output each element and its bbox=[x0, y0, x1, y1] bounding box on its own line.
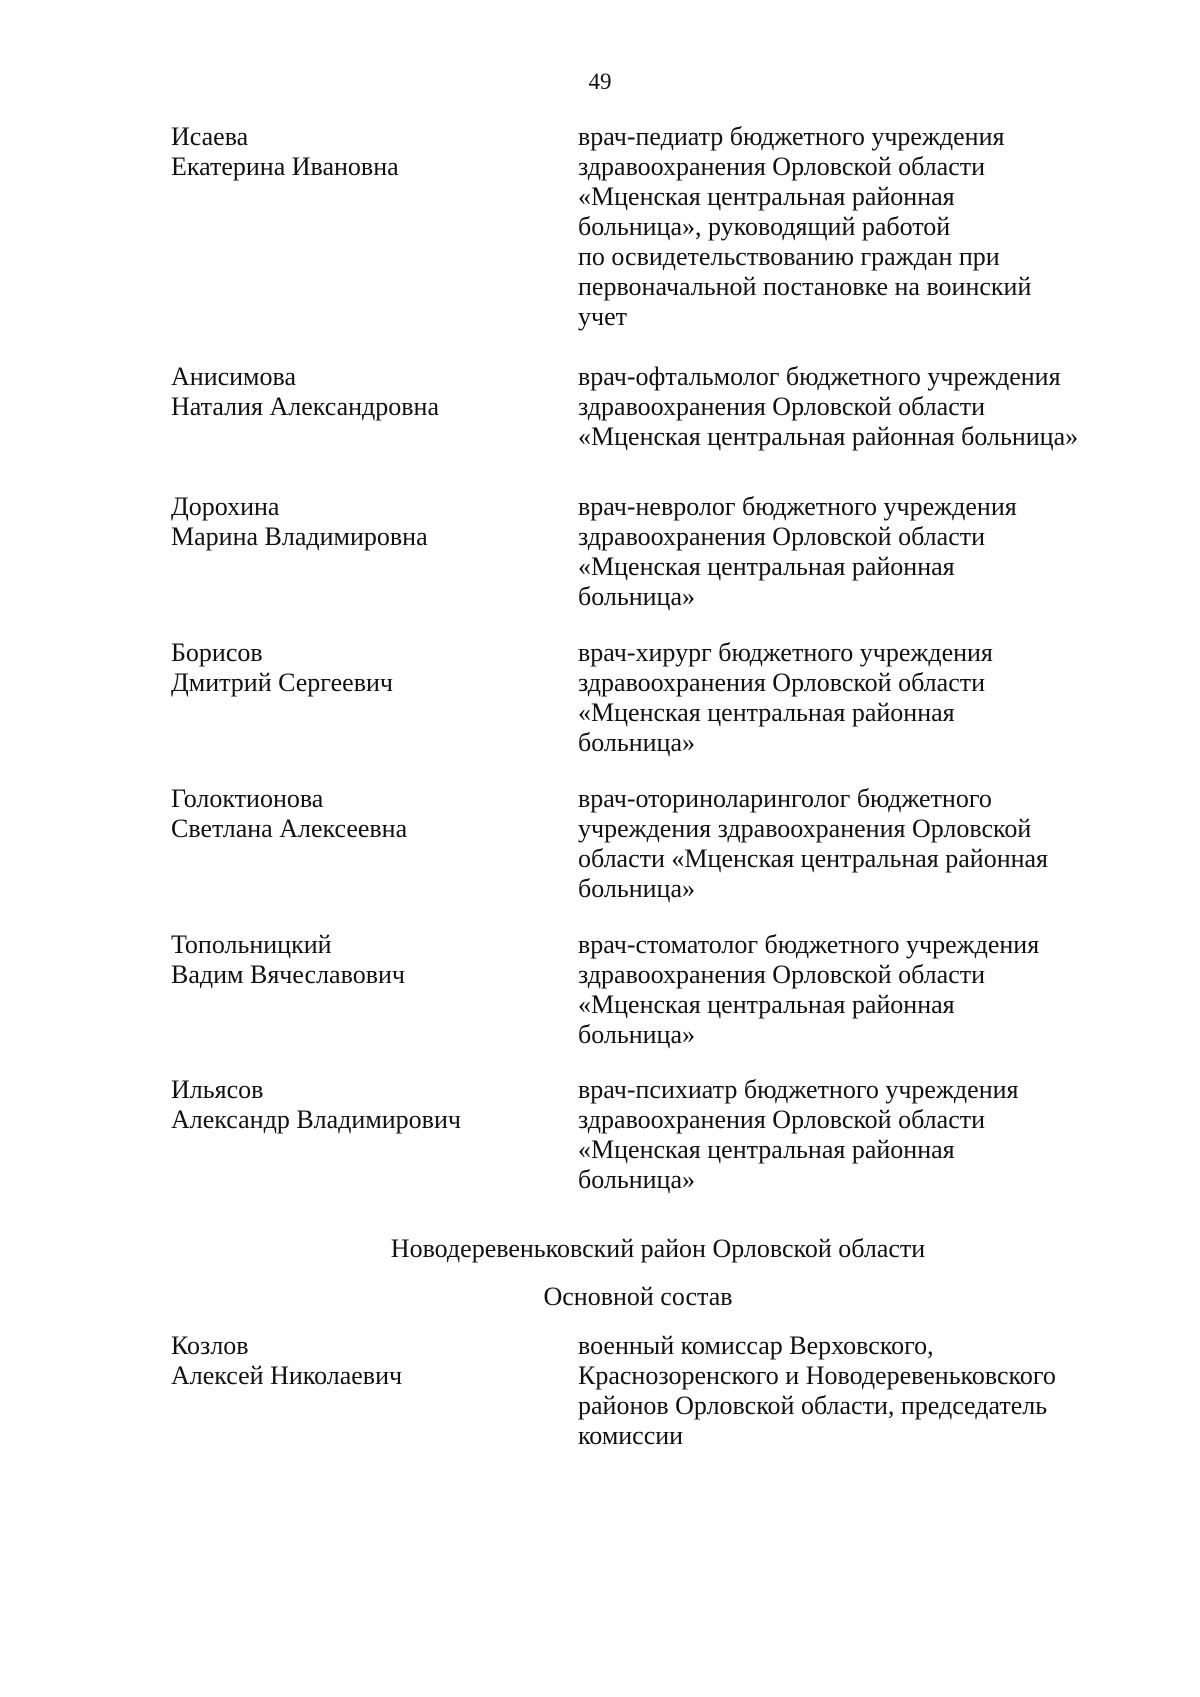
member-surname: Голоктионова bbox=[171, 784, 324, 813]
member-surname: Ильясов bbox=[171, 1075, 264, 1104]
role-line: врач-хирург бюджетного учреждения bbox=[578, 638, 993, 667]
member-surname: Исаева bbox=[171, 122, 249, 151]
role-line: врач-офтальмолог бюджетного учреждения bbox=[578, 362, 1061, 391]
role-line: Краснозоренского и Новодеревеньковского bbox=[578, 1361, 1056, 1390]
role-line: «Мценская центральная районная bbox=[578, 552, 955, 581]
role-line: «Мценская центральная районная больница» bbox=[578, 422, 1079, 451]
role-line: врач-психиатр бюджетного учреждения bbox=[578, 1075, 1019, 1104]
role-line: врач-невролог бюджетного учреждения bbox=[578, 492, 1017, 521]
role-line: больница» bbox=[578, 1165, 695, 1194]
member-given-name: Наталия Александровна bbox=[171, 392, 439, 421]
member-role bbox=[578, 930, 1178, 1050]
member-role bbox=[578, 784, 1178, 904]
member-role bbox=[578, 122, 1178, 332]
member-name bbox=[171, 1075, 571, 1135]
member-name bbox=[171, 1331, 571, 1391]
member-name bbox=[171, 122, 571, 182]
role-line: больница» bbox=[578, 874, 695, 903]
role-line: больница» bbox=[578, 728, 695, 757]
member-role bbox=[578, 638, 1178, 758]
role-line: по освидетельствованию граждан при bbox=[578, 242, 1000, 271]
member-role bbox=[578, 492, 1178, 612]
member-surname: Анисимова bbox=[171, 362, 296, 391]
role-line: «Мценская центральная районная bbox=[578, 182, 955, 211]
role-line: здравоохранения Орловской области bbox=[578, 668, 986, 697]
member-role bbox=[578, 1075, 1178, 1195]
role-line: «Мценская центральная районная bbox=[578, 698, 955, 727]
member-name bbox=[171, 930, 571, 990]
role-line: здравоохранения Орловской области bbox=[578, 392, 986, 421]
role-line: здравоохранения Орловской области bbox=[578, 522, 986, 551]
member-surname: Борисов bbox=[171, 638, 263, 667]
role-line: врач-стоматолог бюджетного учреждения bbox=[578, 930, 1040, 959]
role-line: учет bbox=[578, 302, 627, 331]
composition-heading: Основной состав bbox=[543, 1282, 733, 1311]
role-line: здравоохранения Орловской области bbox=[578, 960, 986, 989]
member-role bbox=[578, 1331, 1178, 1451]
role-line: врач-педиатр бюджетного учреждения bbox=[578, 122, 1005, 151]
role-line: здравоохранения Орловской области bbox=[578, 152, 986, 181]
member-surname: Топольницкий bbox=[171, 930, 332, 959]
role-line: первоначальной постановке на воинский bbox=[578, 272, 1032, 301]
role-line: военный комиссар Верховского, bbox=[578, 1331, 934, 1360]
role-line: «Мценская центральная районная bbox=[578, 1135, 955, 1164]
district-heading: Новодеревеньковский район Орловской области bbox=[390, 1234, 926, 1263]
member-given-name: Алексей Николаевич bbox=[171, 1361, 403, 1390]
role-line: больница» bbox=[578, 582, 695, 611]
member-given-name: Светлана Алексеевна bbox=[171, 814, 408, 843]
role-line: больница» bbox=[578, 1020, 695, 1049]
role-line: больница», руководящий работой bbox=[578, 212, 951, 241]
role-line: районов Орловской области, председатель bbox=[578, 1391, 1048, 1420]
member-given-name: Вадим Вячеславович bbox=[171, 960, 405, 989]
member-given-name: Екатерина Ивановна bbox=[171, 152, 399, 181]
role-line: комиссии bbox=[578, 1421, 684, 1450]
role-line: здравоохранения Орловской области bbox=[578, 1105, 986, 1134]
member-surname: Дорохина bbox=[171, 492, 280, 521]
member-name bbox=[171, 638, 571, 698]
member-given-name: Дмитрий Сергеевич bbox=[171, 668, 393, 697]
member-role bbox=[578, 362, 1178, 452]
member-name bbox=[171, 362, 571, 422]
page-number: 49 bbox=[588, 69, 612, 94]
member-name bbox=[171, 784, 571, 844]
role-line: учреждения здравоохранения Орловской bbox=[578, 814, 1032, 843]
role-line: области «Мценская центральная районная bbox=[578, 844, 1049, 873]
member-name bbox=[171, 492, 571, 552]
role-line: врач-оториноларинголог бюджетного bbox=[578, 784, 992, 813]
member-surname: Козлов bbox=[171, 1331, 249, 1360]
member-given-name: Марина Владимировна bbox=[171, 522, 428, 551]
role-line: «Мценская центральная районная bbox=[578, 990, 955, 1019]
member-given-name: Александр Владимирович bbox=[171, 1105, 461, 1134]
